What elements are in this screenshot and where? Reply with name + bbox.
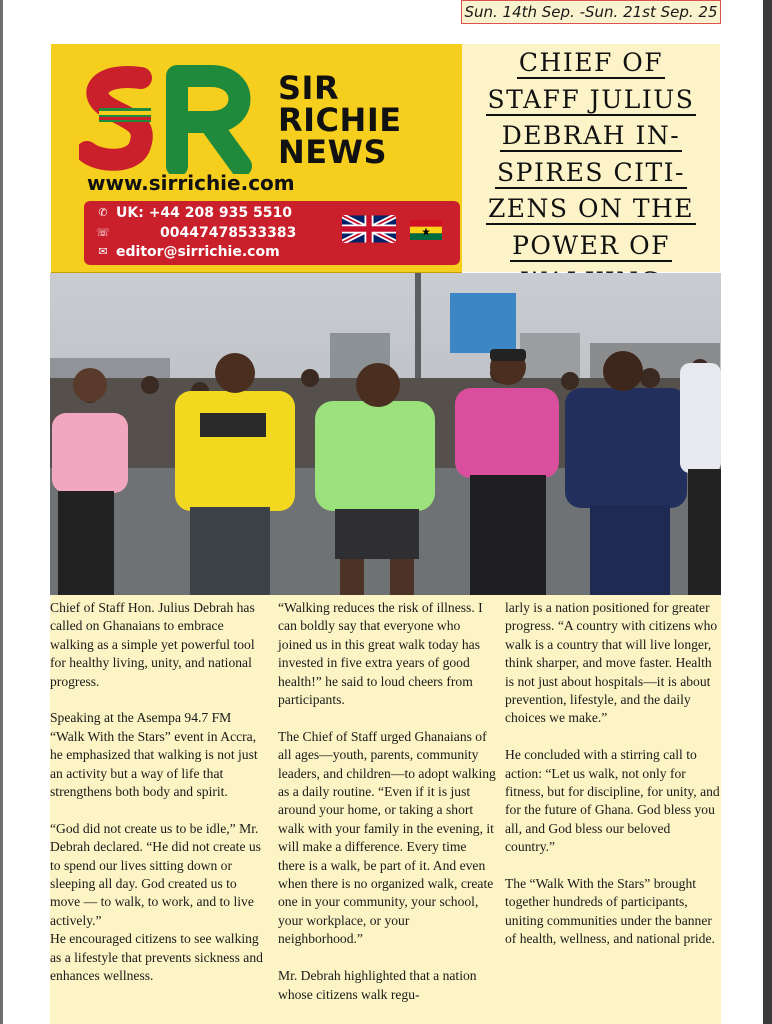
paragraph: “Walking reduces the risk of illness. I can boldly say that everyone who joined us in this great walk today has invested in five extra years of good health!” he said to loud cheers from participants.: [278, 600, 483, 708]
brand-name: [278, 69, 458, 171]
paragraph: He encouraged citizens to see walking as a lifestyle that prevents sickness and enhances wellness.: [50, 931, 263, 984]
article-column-2: [278, 599, 496, 1022]
headline-text: STAFF JULIUS: [487, 84, 695, 114]
whatsapp-icon: ☏: [96, 226, 110, 239]
article-column-3: [505, 599, 723, 967]
contact-panel: [84, 201, 460, 265]
email-row: [96, 244, 280, 260]
paragraph: Chief of Staff Hon. Julius Debrah has called on Ghanaians to embrace walking as a simple yet powerful tool for healthy living, unity, and national progress.: [50, 600, 255, 689]
email-icon: ✉: [98, 245, 108, 258]
walkers-photo-illustration: [50, 273, 721, 595]
article-column-1: [50, 599, 268, 1004]
sr-logo: [79, 64, 259, 174]
headline-line: [462, 154, 720, 191]
page-edge: [763, 0, 772, 1024]
paragraph: Speaking at the Asempa 94.7 FM “Walk With the Stars” event in Accra, he emphasized that walking is not just an activity but a way of life that strengthens both body and spirit.: [50, 710, 258, 800]
headline-line: [462, 227, 720, 264]
phone-icon: ✆: [98, 206, 108, 219]
article-body: [50, 595, 721, 1024]
headline-text: SPIRES CITI-: [497, 157, 685, 187]
issue-date-range: Sun. 14th Sep. -Sun. 21st Sep. 25: [461, 0, 721, 24]
whatsapp-number[interactable]: 00447478533383: [160, 225, 297, 241]
paragraph: The “Walk With the Stars” brought together hundreds of participants, uniting communities under the banner of health, wellness, and national pride.: [505, 876, 715, 947]
headline-line: [462, 44, 720, 81]
uk-flag-icon: [342, 215, 396, 243]
headline-line: [462, 117, 720, 154]
uk-phone-row: [96, 205, 292, 221]
paragraph: “God did not create us to be idle,” Mr. Debrah declared. “He did not create us to spend our lives sitting down or sleeping all day. God created us to move — to walk, to work, and to live actively.”: [50, 820, 261, 928]
headline-line: [462, 190, 720, 227]
masthead-banner: [51, 44, 462, 273]
headline-text: ZENS ON THE: [487, 194, 695, 223]
ghana-flag-icon: [402, 220, 450, 240]
paragraph: larly is a nation positioned for greater progress. “A country with citizens who walk is a country that will live longer, think sharper, and move faster. Health is not just about hospitals—it is about prevention, lifestyle, and the daily choices we make.”: [505, 600, 718, 726]
brand-name-line: NEWS: [278, 133, 387, 171]
paragraph: Mr. Debrah highlighted that a nation whose citizens walk regu-: [278, 968, 477, 1002]
whatsapp-row: [96, 225, 296, 241]
email-address[interactable]: editor@sirrichie.com: [116, 244, 280, 260]
brand-name-line: SIR: [278, 69, 340, 107]
paragraph: He concluded with a stirring call to action: “Let us walk, not only for fitness, but for discipline, for unity, and for the future of Ghana. God bless you all, and God bless our beloved country.”: [505, 747, 720, 855]
headline-line: [462, 81, 720, 118]
website-url[interactable]: www.sirrichie.com: [87, 171, 295, 195]
headline-text: DEBRAH IN-: [501, 121, 681, 150]
event-photo: [50, 273, 721, 595]
paragraph: The Chief of Staff urged Ghanaians of all ages—youth, parents, community leaders, and children—to adopt walking as a daily routine. “Even if it is just around your home, or taking a short walk with your family in the evening, it will make a difference. Every time there is a walk, be part of it. And even when there is no organized walk, create one in your community, your school, your workplace, or your neighborhood.”: [278, 728, 496, 947]
uk-phone[interactable]: UK: +44 208 935 5510: [116, 205, 292, 221]
headline-text: CHIEF OF: [518, 48, 664, 77]
brand-name-line: RICHIE: [278, 101, 402, 139]
article-headline: [462, 44, 720, 272]
headline-text: POWER OF: [512, 230, 670, 260]
